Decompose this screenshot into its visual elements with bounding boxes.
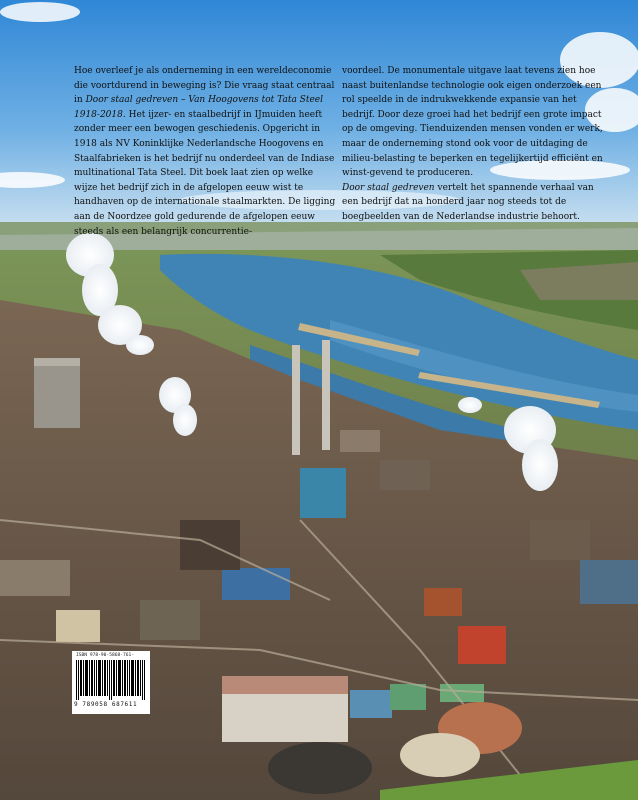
intro-text-1: Hoe overleef je als onderneming in een wereldeconomie die voortdurend in beweging is? Die vraag staat centraal in: [74, 66, 335, 106]
barcode-digits: 9 789058 687611: [74, 701, 138, 708]
book-title: Door staal gedreven – Van Hoogovens tot Tata Steel 1918-2018.: [74, 95, 323, 120]
book-title-short: Door staal gedreven: [342, 182, 435, 193]
blurb-paragraph-right-1: voordeel. De monumentale uitgave laat tevens zien hoe naast buitenlandse technologie ook eigen onderzoek een rol speelde in de indrukwekkende expansie van het bedrijf. Door deze groei had het bedrijf een grote impact op de omgeving. Tienduizenden mensen vonden er werk, maar de onderneming stond ook voor de uitdaging de milieu-belasting te beperken en tegelijkertijd efficiënt en winst-gevend te produceren.: [342, 66, 603, 179]
intro-text-2: Het ijzer- en staalbedrijf in IJmuiden heeft zonder meer een bewogen geschiedenis. Opgericht in 1918 als NV Koninklijke Nederlandsche Hoogovens en Staalfabrieken is het bedrijf nu onderdeel van de Indiase multinational Tata Steel. Dit boek laat zien op welke wijze het bedrijf zich in de afgelopen eeuw wist te handhaven op de internationale staalmarkten. De ligging aan de Noordzee gold gedurende de afgelopen eeuw steeds als een belangrijk concurrentie-: [74, 109, 336, 237]
barcode-bars: [76, 660, 146, 700]
blurb-left-column: [74, 64, 336, 239]
stockpile-light: [400, 733, 480, 777]
isbn-label: ISBN 978-90-5868-761-: [76, 653, 135, 658]
blurb-paragraph-left: [74, 64, 336, 239]
blurb-paragraph-right-2: [342, 181, 608, 225]
closing-text: vertelt het spannende verhaal van een bedrijf dat na honderd jaar nog steeds tot de boegbeelden van de Nederlandse industrie behoort.: [342, 182, 594, 222]
blurb-right-column: [342, 64, 608, 225]
isbn-barcode: [72, 651, 150, 714]
stockpile-dark: [268, 742, 372, 794]
